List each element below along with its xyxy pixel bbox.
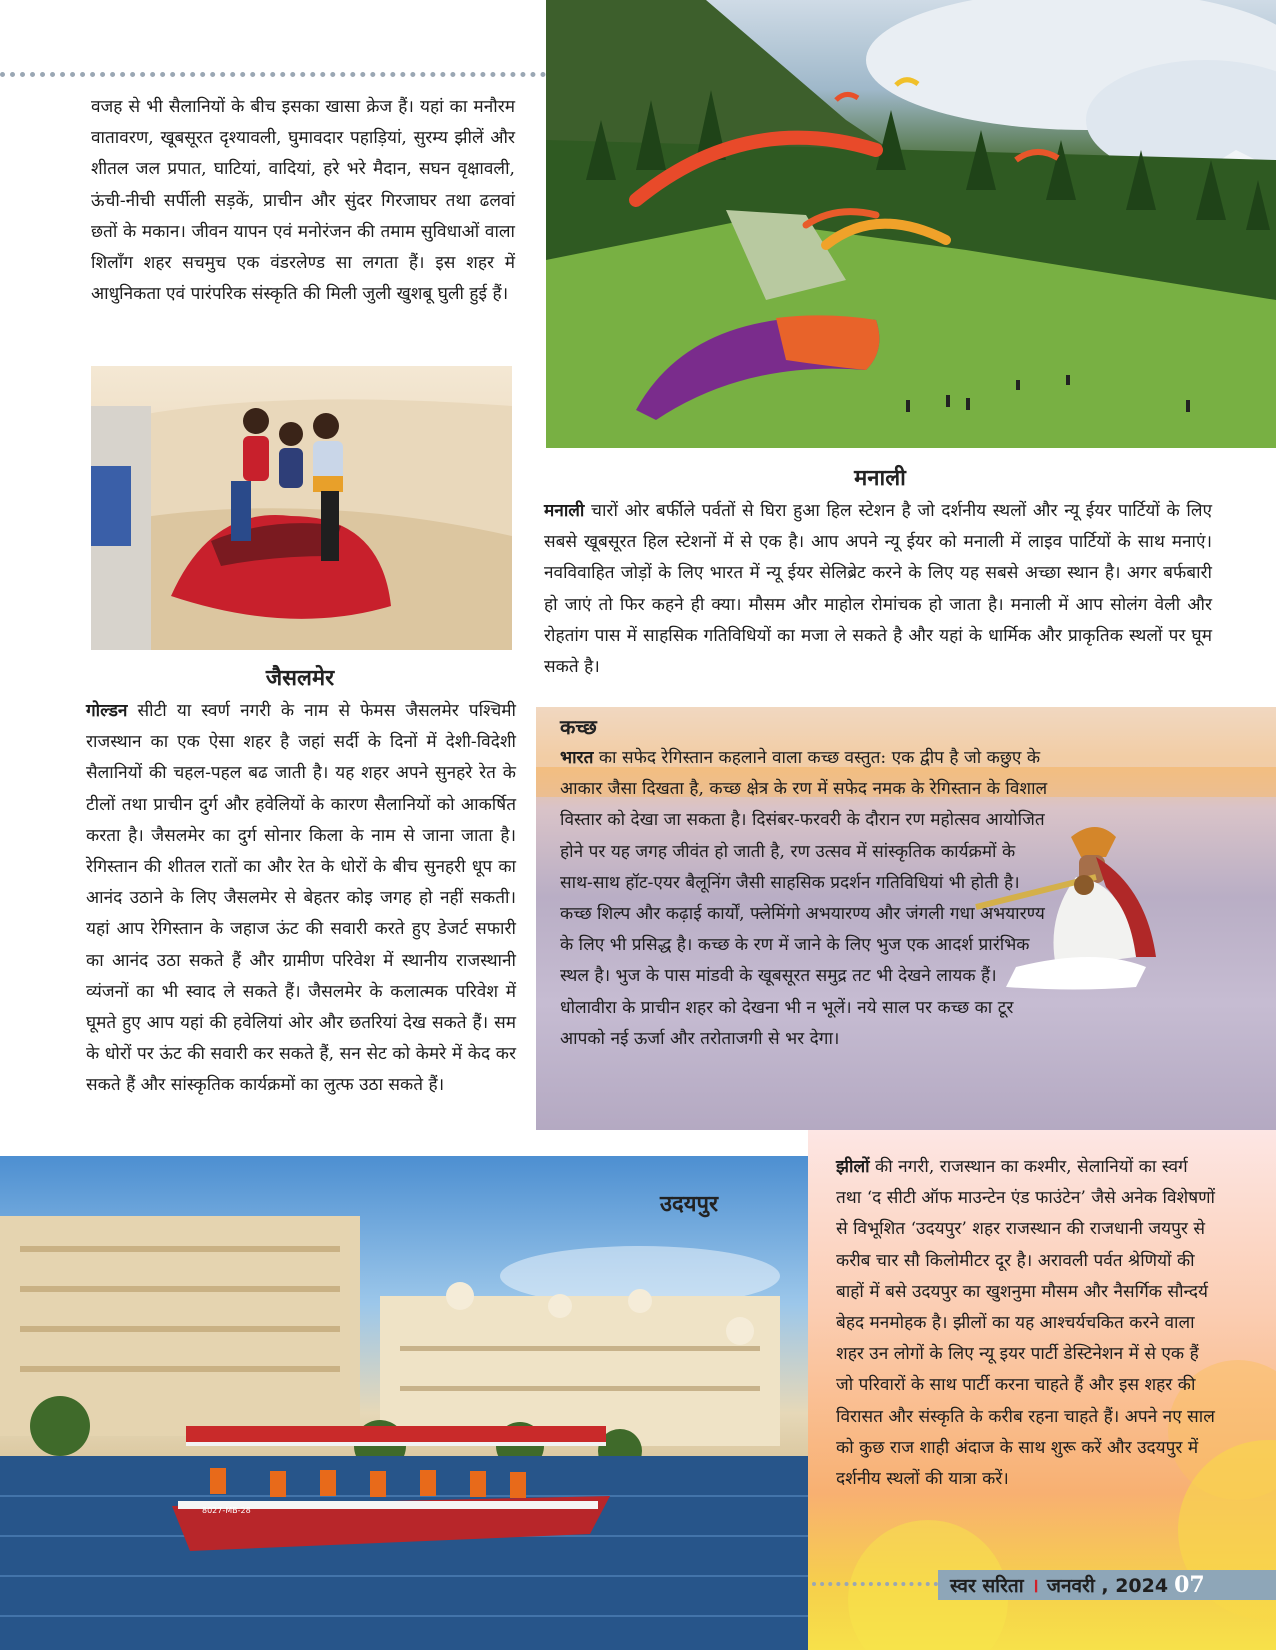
- udaipur-text: झीलों की नगरी, राजस्थान का कश्मीर, सेलानियों का स्वर्ग तथा ‘द सीटी ऑफ माउन्टेन एंड फाउंटेन’ जैसे अनेक विशेषणों से विभूशित ‘उदयपुर’ शहर राजस्थान की राजधानी जयपुर से करीब चार सौ किलोमीटर दूर है। अरावली पर्वत श्रेणियों की बाहों में बसे उदयपुर का खुशनुमा मौसम और नैसर्गिक सौन्दर्य बेहद मनमोहक है। झीलों का यह आश्चर्यचकित करने वाला शहर उन लोगों के लिए न्यू इयर पार्टी डेस्टिनेशन में से एक हैं जो परिवारों के साथ पार्टी करना चाहते हैं और इस शहर की विरासत और संस्कृति के करीब रहना चाहते हैं। अपने नए साल को कुछ राज शाही अंदाज के साथ शुरू करें और उदयपुर में दर्शनीय स्थलों की यात्रा करें।: [836, 1157, 1216, 1490]
- kutch-lead-word: भारत: [560, 748, 594, 768]
- udaipur-lead-word: झीलों: [836, 1157, 870, 1177]
- camel-ride-illustration: [91, 366, 512, 650]
- manali-photo-illustration: [546, 0, 1276, 448]
- issue-date: जनवरी , 2024: [1046, 1575, 1169, 1597]
- shillong-paragraph: [91, 92, 515, 310]
- manali-paragraph: [544, 496, 1212, 683]
- udaipur-paragraph: [836, 1152, 1216, 1495]
- kutch-paragraph: [560, 743, 1048, 1055]
- footer-dotted-rule: [812, 1582, 938, 1586]
- udaipur-boat-illustration: [0, 1156, 808, 1650]
- shillong-text: वजह से भी सैलानियों के बीच इसका खासा क्रेज हैं। यहां का मनौरम वातावरण, खूबसूरत दृश्यावली, घुमावदार पहाड़ियां, सुरम्य झीलें और शीतल जल प्रपात, घाटियां, वादियां, हरे भरे मैदान, सघन वृक्षावली, ऊंची-नीची सर्पीली सड़कें, प्राचीन और सुंदर गिरजाघर तथा ढलवां छतों के मकान। जीवन यापन एवं मनोरंजन की तमाम सुविधाओं वाला शिलाँग शहर सचमुच एक वंडरलेण्ड सा लगता हैं। इस शहर में आधुनिकता एवं पारंपरिक संस्कृति की मिली जुली खुशबू घुली हुई हैं।: [91, 97, 516, 305]
- kutch-panel: [536, 707, 1276, 1130]
- footer-separator: ।: [1031, 1575, 1039, 1597]
- kutch-text: भारत का सफेद रेगिस्तान कहलाने वाला कच्छ वस्तुत: एक द्वीप है जो कछुए के आकार जैसा दिखता है, कच्छ क्षेत्र के रण में सफेद नमक के रेगिस्तान के विशाल विस्तार को देखा जा सकता है। दिसंबर-फरवरी के दौरान रण महोत्सव आयोजित होने पर यह जगह जीवंत हो जाती है, रण उत्सव में सांस्कृतिक कार्यक्रमों के साथ-साथ हॉट-एयर बैलूनिंग जैसी साहसिक प्रदर्शन गतिविधियां भी होती है। कच्छ शिल्प और कढ़ाई कार्यों, फ्लेमिंगो अभयारण्य और जंगली गधा अभयारण्य के लिए भी प्रसिद्ध है। कच्छ के रण में जाने के लिए भुज एक आदर्श प्रारंभिक स्थल है। भुज के पास मांडवी के खूबसूरत समुद्र तट भी देखने लायक हैं। धोलावीरा के प्राचीन शहर को देखना भी न भूलें। नये साल पर कच्छ का टूर आपको नई ऊर्जा और तरोताजगी से भर देगा।: [560, 748, 1048, 1049]
- magazine-name: स्वर सरिता: [950, 1575, 1024, 1597]
- jaisalmer-text: गोल्डन सीटी या स्वर्ण नगरी के नाम से फेमस जैसलमेर पश्चिमी राजस्थान का एक ऐसा शहर है जहां सर्दी के दिनों में देशी-विदेशी सैलानियों की चहल-पहल बढ जाती है। यह शहर अपने सुनहरे रेत के टीलों तथा प्राचीन दुर्ग और हवेलियों के कारण सैलानियों को आकर्षित करता है। जैसलमेर का दुर्ग सोनार किला के नाम से जाना जाता है। रेगिस्तान की शीतल रातों का और रेत के धोरों के बीच सुनहरी धूप का आनंद उठाने के लिए जैसलमेर से बेहतर कोइ जगह हो नहीं सकती। यहां आप रेगिस्तान के जहाज ऊंट की सवारी करते हुए डेजर्ट सफारी का आनंद उठा सकते हैं और ग्रामीण परिवेश में स्थानीय राजस्थानी व्यंजनों का भी स्वाद ले सकते हैं। जैसलमेर के कलात्मक परिवेश में घूमते हुए आप यहां की हवेलियां ओर और छतरियां देख सकते हैं। सम के धोरों पर ऊंट की सवारी कर सकते हैं, सन सेट को केमरे में केद कर सकते हैं और सांस्कृतिक कार्यक्रमों का लुत्फ उठा सकते हैं।: [86, 701, 517, 1096]
- top-dotted-rule: [0, 72, 546, 77]
- manali-paragliding-photo: [546, 0, 1276, 448]
- page-footer: [950, 1570, 1205, 1600]
- jaisalmer-paragraph: [86, 696, 516, 1102]
- manali-lead-word: मनाली: [544, 501, 585, 521]
- manali-text: मनाली चारों ओर बर्फीले पर्वतों से घिरा हुआ हिल स्टेशन है जो दर्शनीय स्थलों और न्यू ईयर पार्टियों के लिए सबसे खूबसूरत हिल स्टेशनों में से एक है। आप अपने न्यू ईयर को मनाली में लाइव पार्टियों के साथ मनाएं। नवविवाहित जोड़ों के लिए भारत में न्यू ईयर सेलिब्रेट करने के लिए यह सबसे अच्छा स्थान है। अगर बर्फबारी हो जाएं तो फिर कहने ही क्या। मौसम और माहोल रोमांचक हो जाता है। मनाली में आप सोलंग वेली और रोहतांग पास में साहसिक गतिविधियों का मजा ले सकते है और यहां के धार्मिक और प्राकृतिक स्थलों पर घूम सकते है।: [544, 501, 1212, 678]
- page-number: 07: [1174, 1572, 1205, 1598]
- jaisalmer-heading: जैसलमेर: [265, 666, 335, 691]
- manali-heading: मनाली: [854, 466, 906, 491]
- udaipur-heading: उदयपुर: [660, 1192, 718, 1217]
- boat-registration-label: 8027-MB-28: [202, 1506, 251, 1515]
- udaipur-lake-palace-photo: [0, 1156, 808, 1650]
- jaisalmer-camel-photo: [91, 366, 512, 650]
- jaisalmer-lead-word: गोल्डन: [86, 701, 128, 721]
- kutch-heading: कच्छ: [560, 715, 597, 739]
